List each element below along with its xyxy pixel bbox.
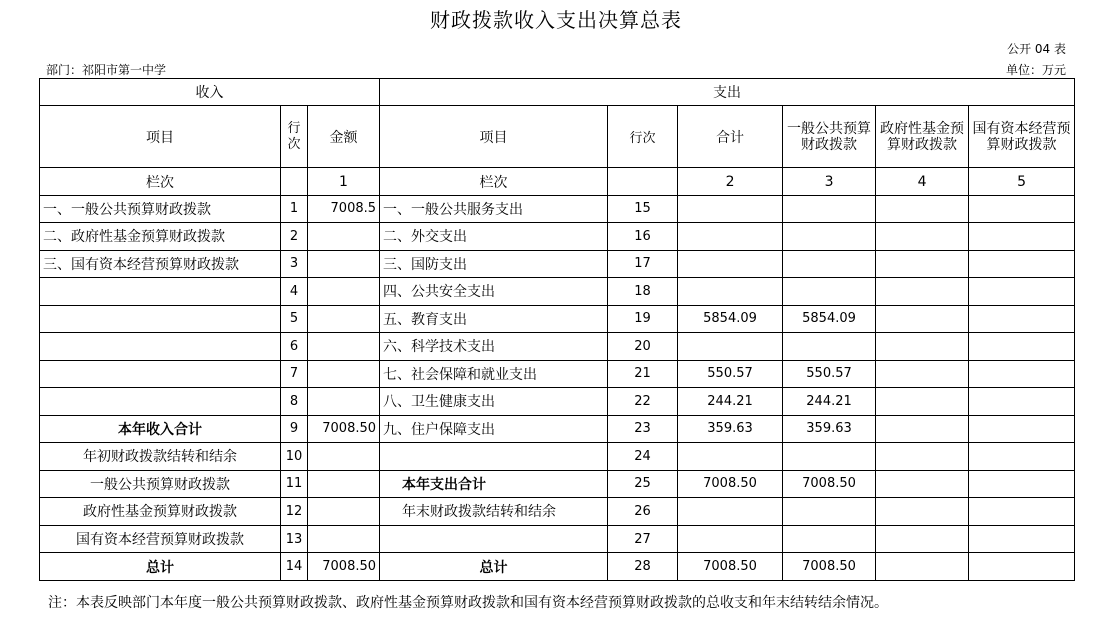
expense-state [969,195,1075,223]
lanci-label-income: 栏次 [40,168,281,195]
expense-general [783,195,876,223]
income-item: 政府性基金预算财政拨款 [40,498,281,526]
expense-total: 7008.50 [678,470,783,498]
expense-fund [876,443,969,471]
income-amount [308,333,380,361]
income-item: 二、政府性基金预算财政拨款 [40,223,281,251]
form-code: 公开 04 表 [1007,42,1066,56]
expense-total [678,333,783,361]
expense-total [678,278,783,306]
income-item: 一般公共预算财政拨款 [40,470,281,498]
expense-fund [876,525,969,553]
income-item: 本年收入合计 [40,415,281,443]
footnote: 注：本表反映部门本年度一般公共预算财政拨款、政府性基金预算财政拨款和国有资本经营预算财政拨款的总收支和年末结转结余情况。 [48,595,888,611]
income-amount [308,388,380,416]
expense-fund [876,333,969,361]
expense-row-no: 20 [608,333,678,361]
expense-item: 总计 [380,553,608,581]
income-amount [308,360,380,388]
income-row-no: 9 [281,415,308,443]
expense-state [969,525,1075,553]
table-row [40,415,1075,443]
expense-state [969,250,1075,278]
income-amount [308,278,380,306]
expense-state [969,305,1075,333]
table-row [40,443,1075,471]
table-row [40,388,1075,416]
expense-total [678,498,783,526]
income-row-no: 7 [281,360,308,388]
table-row [40,278,1075,306]
table-row [40,223,1075,251]
expense-item: 年末财政拨款结转和结余 [380,498,608,526]
expense-general: 7008.50 [783,553,876,581]
income-amount [308,498,380,526]
expense-general: 5854.09 [783,305,876,333]
expense-total [678,250,783,278]
expense-fund [876,415,969,443]
lanci-col-1: 1 [308,168,380,195]
expense-item-header: 项目 [380,106,608,168]
income-amount [308,250,380,278]
lanci-label-expense: 栏次 [380,168,608,195]
department-label: 部门：祁阳市第一中学 [46,63,167,77]
expense-total [678,443,783,471]
table-row [40,360,1075,388]
expense-item: 六、科学技术支出 [380,333,608,361]
income-amount: 7008.5 [308,195,380,223]
table-row [40,305,1075,333]
income-item: 年初财政拨款结转和结余 [40,443,281,471]
expense-total: 7008.50 [678,553,783,581]
expense-fund [876,553,969,581]
income-amount [308,223,380,251]
expense-state [969,360,1075,388]
expense-fund [876,223,969,251]
income-amount: 7008.50 [308,415,380,443]
expense-row-no: 15 [608,195,678,223]
table-row [40,250,1075,278]
expense-fund [876,195,969,223]
expense-row-no: 28 [608,553,678,581]
expense-general [783,443,876,471]
income-row-no: 8 [281,388,308,416]
income-item: 国有资本经营预算财政拨款 [40,525,281,553]
expense-state [969,223,1075,251]
expense-item: 二、外交支出 [380,223,608,251]
expense-state [969,333,1075,361]
income-amount [308,305,380,333]
lanci-col-4: 4 [876,168,969,195]
expense-fund [876,305,969,333]
income-item-header: 项目 [40,106,281,168]
income-item: 一、一般公共预算财政拨款 [40,195,281,223]
general-budget-header: 一般公共预算财政拨款 [783,106,876,168]
budget-table [39,78,1075,581]
expense-state [969,498,1075,526]
expense-total: 244.21 [678,388,783,416]
expense-state [969,415,1075,443]
expense-row-no: 21 [608,360,678,388]
expense-item: 三、国防支出 [380,250,608,278]
income-row-no: 4 [281,278,308,306]
expense-general [783,223,876,251]
expense-general: 550.57 [783,360,876,388]
expense-general [783,525,876,553]
income-row-no: 5 [281,305,308,333]
expense-total [678,195,783,223]
income-item [40,360,281,388]
expense-item: 本年支出合计 [380,470,608,498]
expense-general [783,278,876,306]
expense-row-no: 24 [608,443,678,471]
expense-row-no: 26 [608,498,678,526]
income-item [40,278,281,306]
income-item [40,388,281,416]
table-row [40,195,1075,223]
expense-fund [876,250,969,278]
expense-row-no-header: 行次 [608,106,678,168]
income-amount [308,443,380,471]
expense-state [969,443,1075,471]
income-item [40,333,281,361]
income-row-no: 10 [281,443,308,471]
income-row-no: 6 [281,333,308,361]
expense-item: 五、教育支出 [380,305,608,333]
expense-row-no: 17 [608,250,678,278]
table-row [40,470,1075,498]
income-row-no: 13 [281,525,308,553]
income-amount: 7008.50 [308,553,380,581]
expense-item: 八、卫生健康支出 [380,388,608,416]
lanci-col-2: 2 [678,168,783,195]
lanci-blank [281,168,308,195]
expense-state [969,553,1075,581]
income-amount [308,470,380,498]
expense-state [969,470,1075,498]
expense-item [380,525,608,553]
expense-fund [876,360,969,388]
lanci-blank [608,168,678,195]
income-item [40,305,281,333]
lanci-col-3: 3 [783,168,876,195]
table-row [40,333,1075,361]
income-row-no: 11 [281,470,308,498]
expense-state [969,278,1075,306]
expense-total: 550.57 [678,360,783,388]
income-header: 收入 [40,79,380,106]
expense-fund [876,498,969,526]
fund-budget-header: 政府性基金预算财政拨款 [876,106,969,168]
expense-item: 一、一般公共服务支出 [380,195,608,223]
expense-row-no: 22 [608,388,678,416]
expense-general: 244.21 [783,388,876,416]
expense-row-no: 27 [608,525,678,553]
income-row-no: 3 [281,250,308,278]
expense-total [678,525,783,553]
expense-state [969,388,1075,416]
expense-general [783,333,876,361]
lanci-col-5: 5 [969,168,1075,195]
expense-item: 四、公共安全支出 [380,278,608,306]
income-item: 三、国有资本经营预算财政拨款 [40,250,281,278]
expense-general [783,250,876,278]
expense-general: 359.63 [783,415,876,443]
expense-row-no: 25 [608,470,678,498]
income-amount-header: 金额 [308,106,380,168]
expense-total: 359.63 [678,415,783,443]
unit-label: 单位：万元 [1005,63,1066,77]
income-row-no: 2 [281,223,308,251]
table-row [40,553,1075,581]
expense-general: 7008.50 [783,470,876,498]
income-row-no-header: 行次 [281,106,308,168]
expense-item: 七、社会保障和就业支出 [380,360,608,388]
expense-total-header: 合计 [678,106,783,168]
expense-item: 九、住户保障支出 [380,415,608,443]
state-capital-header: 国有资本经营预算财政拨款 [969,106,1075,168]
income-row-no: 1 [281,195,308,223]
income-row-no: 12 [281,498,308,526]
expense-total: 5854.09 [678,305,783,333]
income-row-no: 14 [281,553,308,581]
expense-fund [876,278,969,306]
income-amount [308,525,380,553]
expense-row-no: 18 [608,278,678,306]
expense-row-no: 19 [608,305,678,333]
expense-header: 支出 [380,79,1075,106]
expense-row-no: 16 [608,223,678,251]
expense-item [380,443,608,471]
expense-total [678,223,783,251]
income-item: 总计 [40,553,281,581]
expense-fund [876,470,969,498]
expense-fund [876,388,969,416]
page-title: 财政拨款收入支出决算总表 [430,8,682,32]
expense-row-no: 23 [608,415,678,443]
table-row [40,525,1075,553]
expense-general [783,498,876,526]
table-row [40,498,1075,526]
